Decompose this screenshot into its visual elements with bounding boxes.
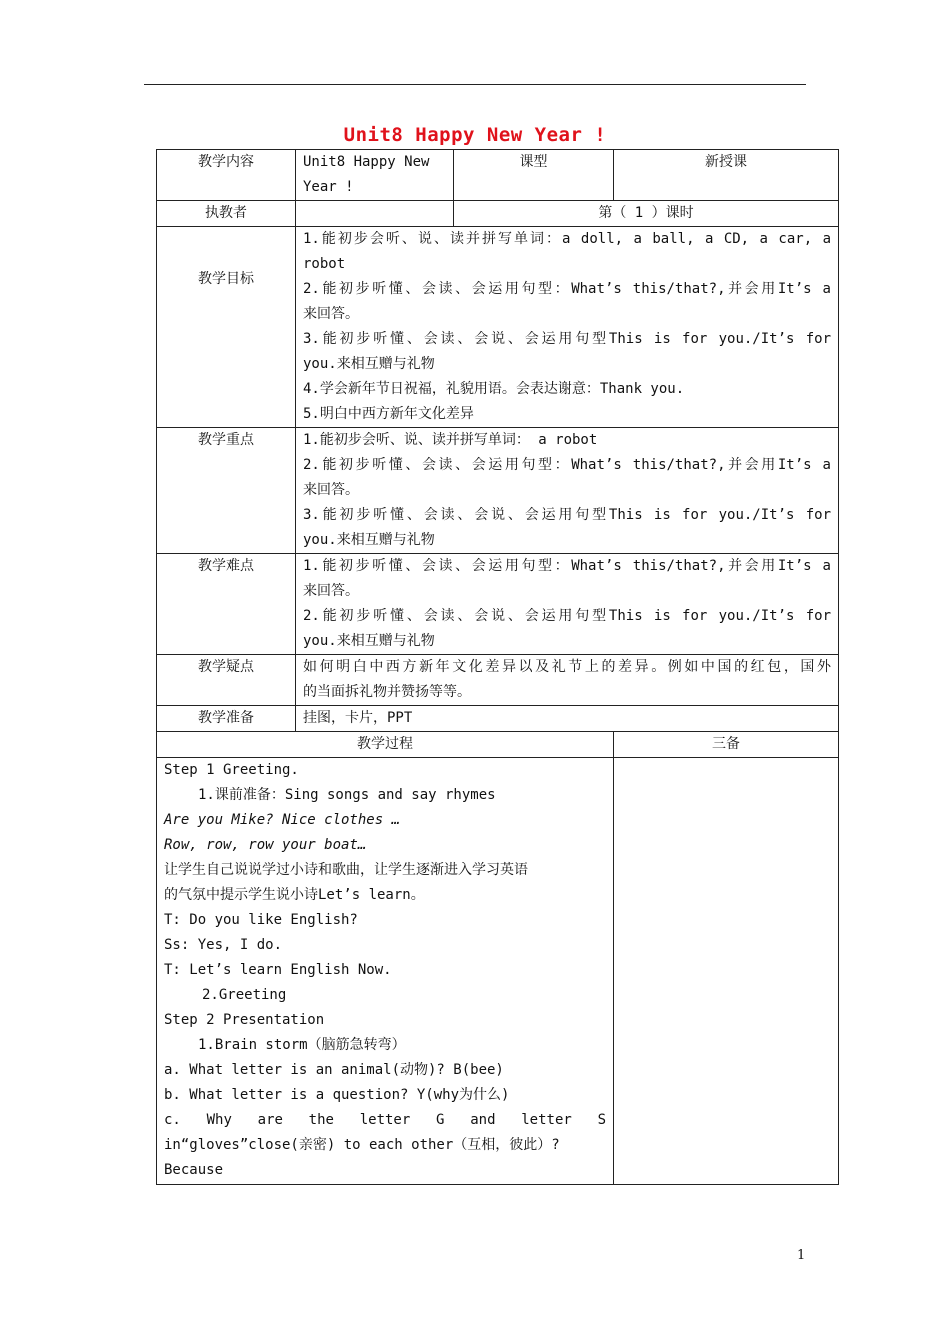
objectives-label: 教学目标 — [157, 227, 296, 428]
teacher-value — [296, 201, 454, 227]
period-value: 第（ 1 ）课时 — [454, 201, 839, 227]
row-doubts — [157, 655, 839, 706]
row-objectives — [157, 227, 839, 428]
type-label: 课型 — [454, 150, 614, 201]
page-number: 1 — [797, 1248, 806, 1263]
header-rule — [144, 84, 806, 85]
preparation-label: 教学准备 — [157, 706, 296, 732]
content-value: Unit8 Happy New Year ! — [296, 150, 454, 201]
document-title: Unit8 Happy New Year ! — [343, 124, 607, 146]
row-content — [157, 150, 839, 201]
row-process-body — [157, 758, 839, 1185]
process-header: 教学过程 — [157, 732, 614, 758]
notes-content — [614, 758, 839, 1185]
teacher-label: 执教者 — [157, 201, 296, 227]
row-difficulties — [157, 554, 839, 655]
key-points-label: 教学重点 — [157, 428, 296, 554]
difficulties-content: 1.能初步听懂、会读、会运用句型：What’s this/that?,并会用It’s a 来回答。 2.能初步听懂、会读、会说、会运用句型This is for you./It’s for you.来相互赠与礼物 — [296, 554, 839, 655]
process-content: Step 1 Greeting. 1.课前准备：Sing songs and say rhymes Are you Mike? Nice clothes … Row, row, row your boat… 让学生自己说说学过小诗和歌曲，让学生逐渐进入学习英语 的气氛中提示学生说小诗Let’s learn。 T: Do you like English? Ss: Yes, I do. T: Let’s learn English Now. 2.Greeting Step 2 Presentation 1.Brain storm（脑筋急转弯） a. What letter is an animal(动物)? B(bee) b. What letter is a question? Y(why为什么) c. Why are the letter G and letter S in“gloves”close(亲密) to each other（互相，彼此）? Because — [157, 758, 614, 1185]
key-points-content: 1.能初步会听、说、读并拼写单词： a robot 2.能初步听懂、会读、会运用句型：What’s this/that?,并会用It’s a 来回答。 3.能初步听懂、会读、会说、会运用句型This is for you./It’s for you.来相互赠与礼物 — [296, 428, 839, 554]
preparation-value: 挂图，卡片，PPT — [296, 706, 839, 732]
row-teacher — [157, 201, 839, 227]
row-key-points — [157, 428, 839, 554]
type-value: 新授课 — [614, 150, 839, 201]
content-label: 教学内容 — [157, 150, 296, 201]
row-process-header — [157, 732, 839, 758]
objectives-content: 1.能初步会听、说、读并拼写单词：a doll, a ball, a CD, a car, a robot 2.能初步听懂、会读、会运用句型：What’s this/that?,并会用It’s a 来回答。 3.能初步听懂、会读、会说、会运用句型This is for you./It’s for you.来相互赠与礼物 4.学会新年节日祝福，礼貌用语。会表达谢意：Thank you. 5.明白中西方新年文化差异 — [296, 227, 839, 428]
difficulties-label: 教学难点 — [157, 554, 296, 655]
doubts-content: 如何明白中西方新年文化差异以及礼节上的差异。例如中国的红包，国外 的当面拆礼物并赞扬等等。 — [296, 655, 839, 706]
notes-header: 三备 — [614, 732, 839, 758]
doubts-label: 教学疑点 — [157, 655, 296, 706]
row-preparation — [157, 706, 839, 732]
lesson-plan-table — [156, 149, 839, 1185]
